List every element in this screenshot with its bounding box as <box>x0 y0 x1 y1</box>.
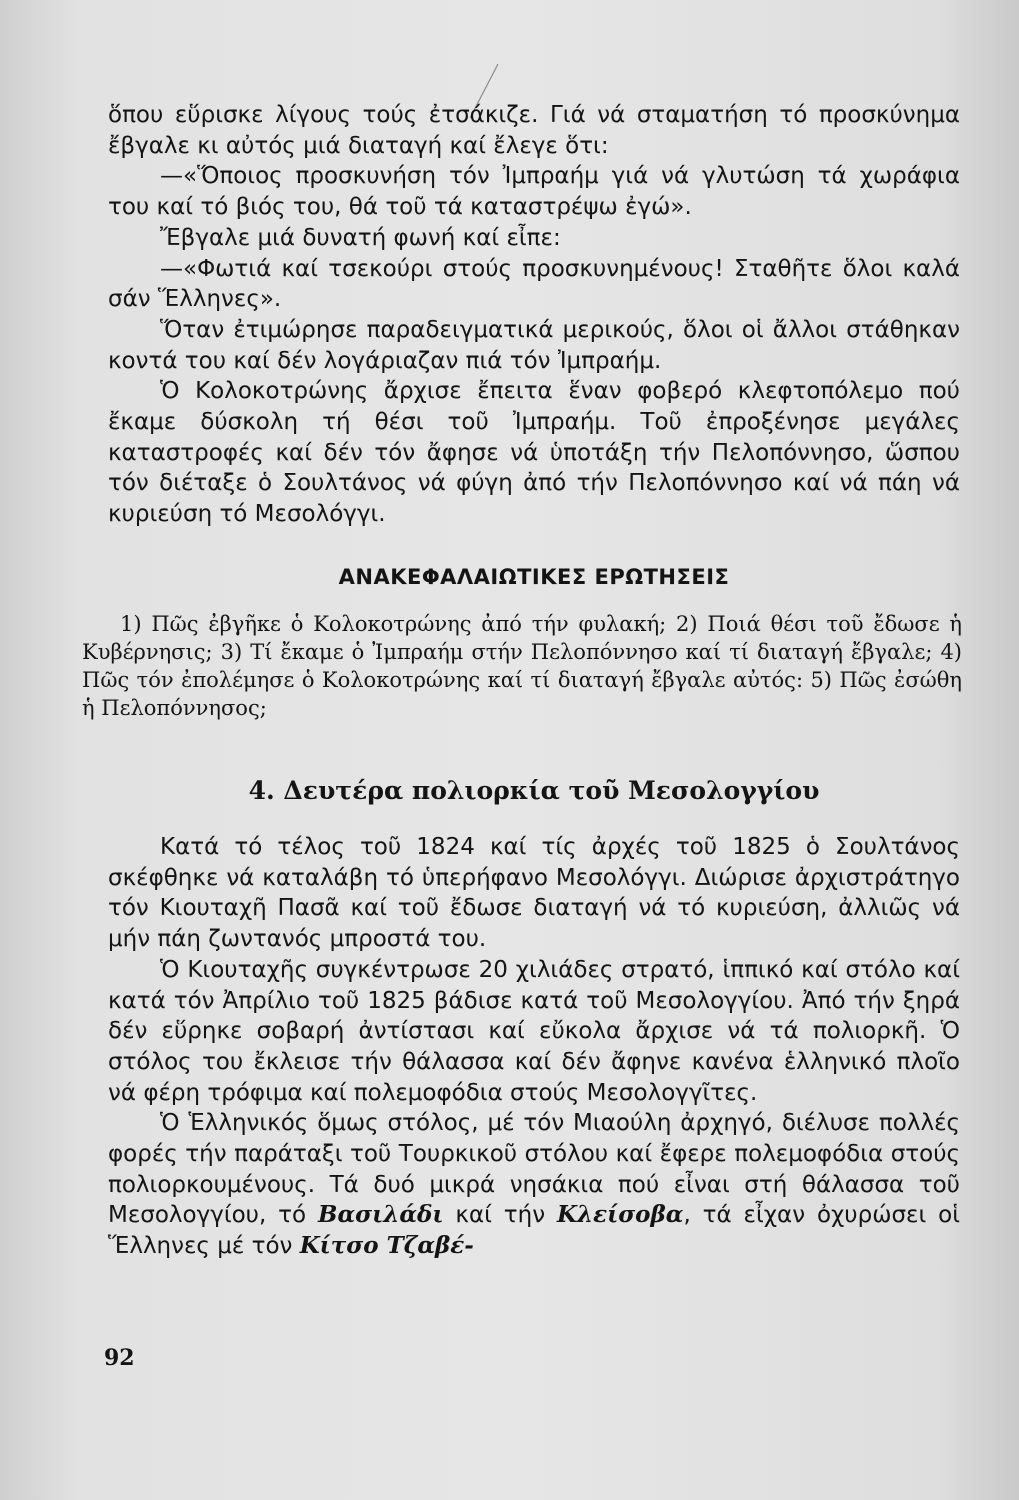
paragraph-text: καί τήν <box>455 1202 546 1229</box>
place-name: Κλείσοβα <box>556 1201 684 1229</box>
paragraph <box>108 1108 960 1262</box>
section-text <box>108 832 960 1262</box>
questions-text: 1) Πῶς ἐβγῆκε ὁ Κολοκοτρώνης ἀπό τήν φυλακή; 2) Ποιά θέσι τοῦ ἔδωσε ἡ Κυβέρνησις; 3) Τί ἔκαμε ὁ Ἰμπραήμ στήν Πελοπόννησο καί τί διαταγή ἔβγαλε; 4) Πῶς τόν ἐπολέμησε ὁ Κολοκοτρώνης καί τί διαταγή ἔβγαλε αὐτός: 5) Πῶς ἐσώθη ἡ Πελοπόννησος; <box>82 612 962 720</box>
paragraph: ὅπου εὕρισκε λίγους τούς ἐτσάκιζε. Γιά νά σταματήση τό προσκύνημα ἔβγαλε κι αὐτός μιά διαταγή καί ἔλεγε ὅτι: <box>108 102 960 159</box>
review-questions-heading: ΑΝΑΚΕΦΑΛΑΙΩΤΙΚΕΣ ΕΡΩΤΗΣΕΙΣ <box>338 565 730 589</box>
person-name: Κίτσο Τζαβέ- <box>299 1232 474 1260</box>
place-name: Βασιλάδι <box>318 1201 444 1229</box>
paragraph: Κατά τό τέλος τοῦ 1824 καί τίς ἀρχές τοῦ 1825 ὁ Σουλτάνος σκέφθηκε νά καταλάβη τό ὑπερήφανο Μεσολόγγι. Διώρισε ἀρχιστράτηγο τόν Κιουταχῆ Πασᾶ καί τοῦ ἔδωσε διαταγή νά τό κυριεύση, ἀλλιῶς νά μήν πάη ζωντανός μπροστά του. <box>108 834 960 953</box>
paragraph-text: , τά εἶχαν ὀχυρώσει οἱ Ἕλληνες μέ τόν <box>108 1202 960 1260</box>
quote-paragraph: —«Φωτιά καί τσεκούρι στούς προσκυνημένους! Σταθῆτε ὅλοι καλά σάν Ἕλληνες». <box>108 255 960 313</box>
section-title: 4. Δευτέρα πολιορκία τοῦ Μεσολογγίου <box>248 776 820 805</box>
paragraph: Ὅταν ἐτιμώρησε παραδειγματικά μερικούς, ὅλοι οἱ ἄλλοι στάθηκαν κοντά του καί δέν λογάριαζαν πιά τόν Ἰμπραήμ. <box>108 316 960 374</box>
paragraph: Ὁ Κολοκοτρώνης ἄρχισε ἔπειτα ἕναν φοβερό κλεφτοπόλεμο πού ἔκαμε δύσκολη τή θέσι τοῦ Ἰμπραήμ. Τοῦ ἐπροξένησε μεγάλες καταστροφές καί δέν τόν ἄφησε νά ὑποτάξη τήν Πελοπόννησο, ὥσπου τόν διέταξε ὁ Σουλτάνος νά φύγη ἀπό τήν Πελοπόννησο καί νά πάη νά κυριεύση τό Μεσολόγγι. <box>108 378 960 528</box>
paragraph-text: Ὁ Ἑλληνικός ὅμως στόλος, μέ τόν Μιαούλη ἀρχηγό, διέλυσε πολλές φορές τήν παράταξι τοῦ Τουρκικοῦ στόλου καί ἔφερε πολεμοφόδια στούς πολιορκουμένους. Τά δυό μικρά νησάκια πού εἶναι στή θάλασσα τοῦ Μεσολογγίου, τό <box>108 1110 960 1229</box>
quote-paragraph: —«Ὅποιος προσκυνήση τόν Ἰμπραήμ γιά νά γλυτώση τά χωράφια του καί τό βιός του, θά τοῦ τά καταστρέψω ἐγώ». <box>108 163 960 221</box>
review-questions <box>82 610 962 722</box>
page-number: 92 <box>104 1345 135 1371</box>
paragraph: Ὁ Κιουταχῆς συγκέντρωσε 20 χιλιάδες στρατό, ἱππικό καί στόλο καί κατά τόν Ἀπρίλιο τοῦ 1825 βάδισε κατά τοῦ Μεσολογγίου. Ἀπό τήν ξηρά δέν εὕρηκε σοβαρή ἀντίστασι καί εὔκολα ἄρχισε νά τά πολιορκῆ. Ὁ στόλος του ἔκλεισε τήν θάλασσα καί δέν ἄφηνε κανένα ἑλληνικό πλοῖο νά φέρη τρόφιμα καί πολεμοφόδια στούς Μεσολογγῖτες. <box>108 956 960 1106</box>
opening-text <box>108 100 960 530</box>
paragraph: Ἔβγαλε μιά δυνατή φωνή καί εἶπε: <box>160 224 561 251</box>
